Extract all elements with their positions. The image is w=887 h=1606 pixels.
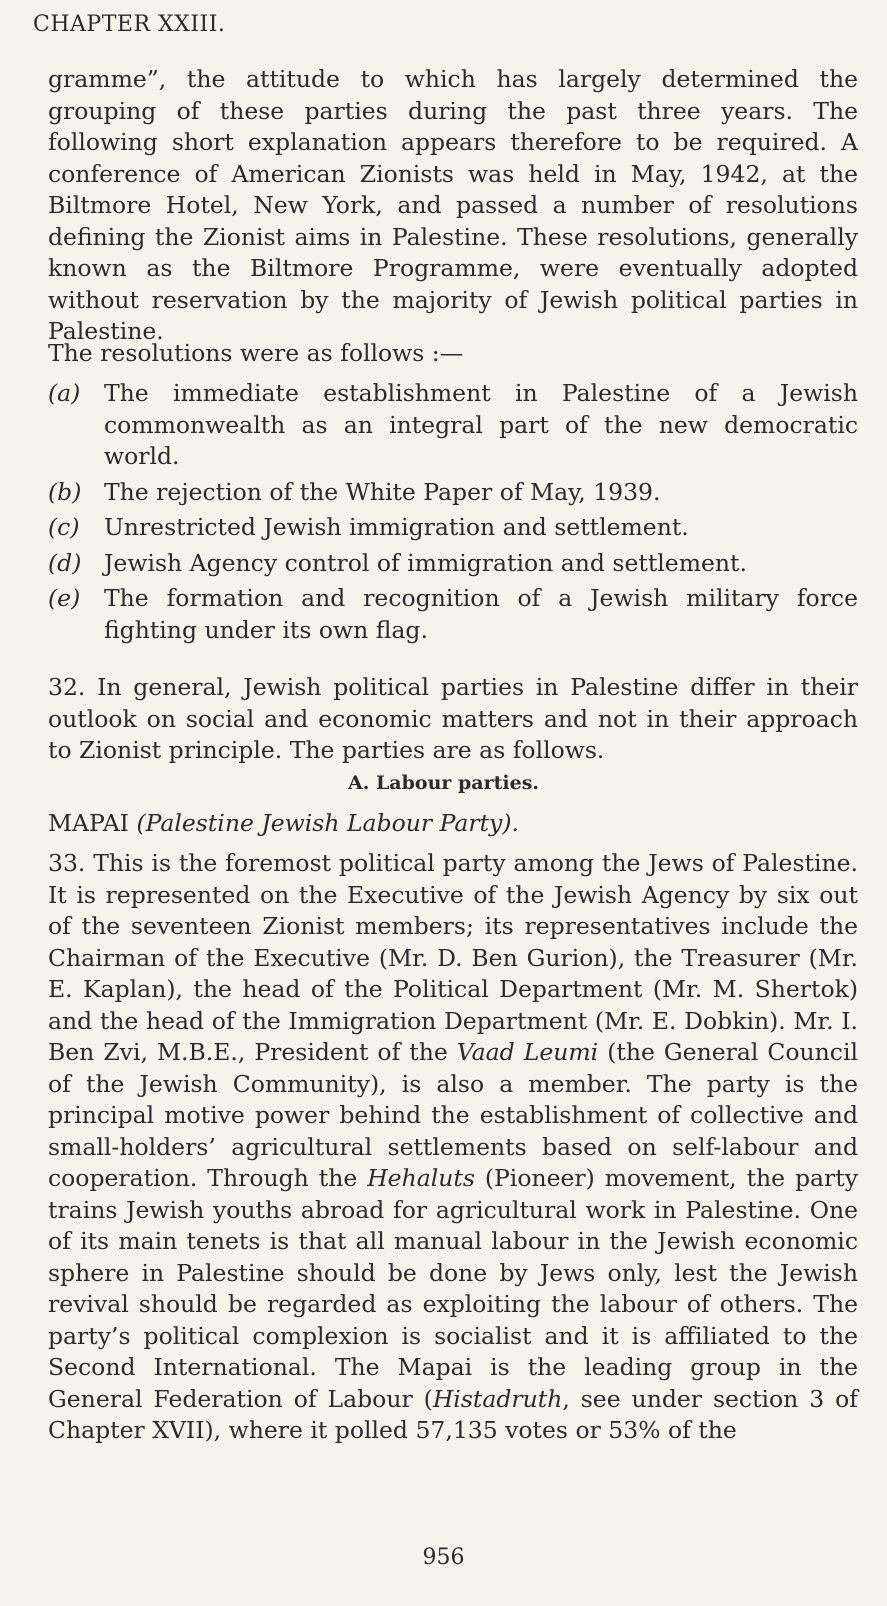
party-subheading	[48, 808, 858, 840]
text-run: (the General Council of the Jewish Community), is also a member. The party is the principal motive power behind the establishment of collective and small-holders’ agricultural settlements based on self-labour and cooperation. Through the	[48, 1038, 858, 1192]
paragraph-33	[48, 848, 858, 1447]
paragraph-biltmore-intro	[48, 64, 858, 348]
chapter-title: CHAPTER XXIII.	[33, 12, 226, 37]
list-item	[48, 548, 858, 580]
page-number: 956	[422, 1545, 465, 1570]
list-item-text: The formation and recognition of a Jewish military force fighting under its own flag.	[104, 584, 858, 644]
list-item	[48, 583, 858, 646]
text-run: , see under section 3 of Chapter XVII), where it polled 57,135 votes or 53% of the	[48, 1384, 858, 1444]
party-gloss: (Palestine Jewish Labour Party).	[136, 809, 519, 837]
text-run-italic: Vaad Leumi	[456, 1038, 599, 1066]
text-run: (Pioneer) movement, the party trains Jewish youths abroad for agricultural work in Palestine. One of its main tenets is that all manual labour in the Jewish economic sphere in Palestine should be done by Jews only, lest the Jewish revival should be regarded as exploiting the labour of others. The party’s political complexion is socialist and it is affiliated to the Second International. The Mapai is the leading group in the General Federation of Labour (	[48, 1164, 858, 1413]
paragraph-text: The resolutions were as follows :—	[48, 339, 464, 367]
list-item-text: Unrestricted Jewish immigration and settlement.	[104, 513, 689, 541]
paragraph-text	[48, 848, 858, 1447]
list-item-label: (e)	[48, 584, 81, 612]
list-item-label: (d)	[48, 548, 82, 577]
list-item	[48, 512, 858, 544]
section-heading: A. Labour parties.	[347, 772, 540, 794]
text-run-italic: Hehaluts	[367, 1164, 475, 1192]
text-run-italic: Histadruth	[432, 1384, 563, 1413]
paragraph-resolutions-intro	[48, 338, 858, 370]
list-item	[48, 477, 858, 509]
text-run: 33. This is the foremost political party among the Jews of Palestine. It is represented on the Executive of the Jewish Agency by six out of the seventeen Zionist members; its representatives include the Chairman of the Executive (Mr. D. Ben Gurion), the Treasurer (Mr. E. Kaplan), the head of the Political Department (Mr. M. Shertok) and the head of the Immigration Department (Mr. E. Dobkin). Mr. I. Ben Zvi, M.B.E., President of the	[48, 849, 858, 1066]
running-header	[33, 12, 225, 38]
list-item-text: The rejection of the White Paper of May, 1939.	[104, 477, 661, 506]
paragraph-text: 32. In general, Jewish political parties in Palestine differ in their outlook on social and economic matters and not in their approach to Zionist principle. The parties are as follows.	[48, 673, 858, 764]
list-item	[48, 378, 858, 473]
list-item-label: (c)	[48, 513, 80, 541]
resolutions-list	[48, 378, 858, 650]
paragraph-32	[48, 672, 858, 767]
list-item-label: (a)	[48, 379, 81, 407]
paragraph-text: gramme”, the attitude to which has largely determined the grouping of these parties during the past three years. The following short explanation appears therefore to be required. A conference of American Zionists was held in May, 1942, at the Biltmore Hotel, New York, and passed a number of resolutions defining the Zionist aims in Palestine. These resolutions, generally known as the Biltmore Programme, were eventually adopted without reservation by the majority of Jewish political parties in Palestine.	[48, 65, 858, 345]
party-name: MAPAI	[48, 809, 129, 837]
list-item-text: Jewish Agency control of immigration and settlement.	[104, 548, 747, 577]
list-item-text: The immediate establishment in Palestine of a Jewish commonwealth as an integral part of the new democratic world.	[104, 379, 858, 470]
list-item-label: (b)	[48, 477, 82, 506]
